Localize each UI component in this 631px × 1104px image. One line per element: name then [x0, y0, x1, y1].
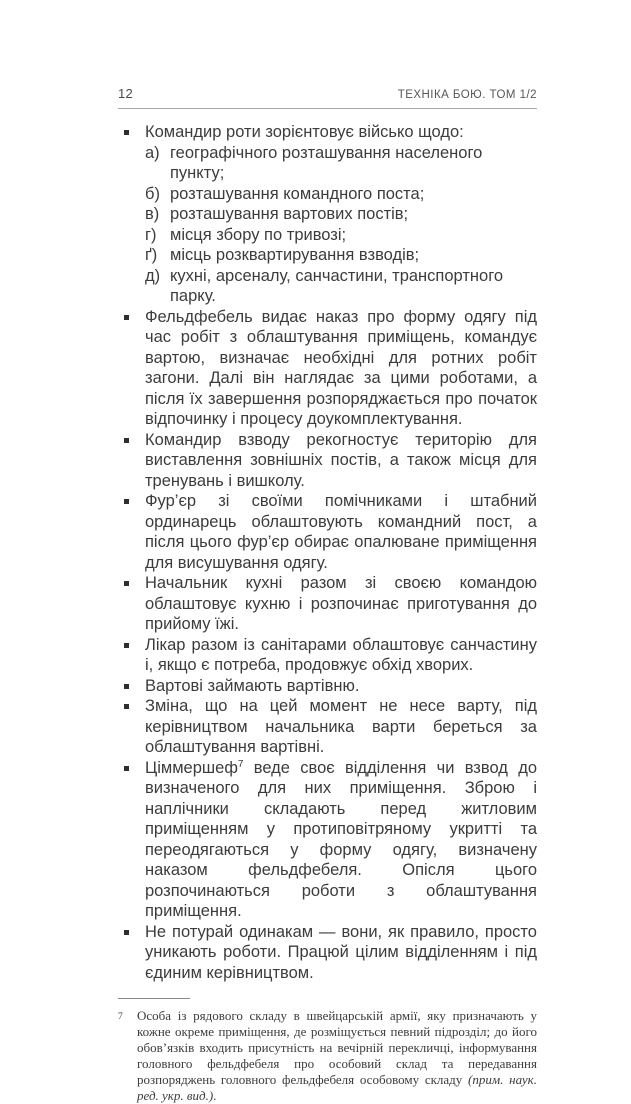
bullet-square-icon: [124, 499, 129, 504]
sub-item-label: б): [145, 184, 160, 203]
bullet-square-icon: [124, 643, 129, 648]
sub-item-text: кухні, арсеналу, санчастини, транспортного парку.: [170, 266, 504, 305]
bullet-item: [118, 491, 537, 573]
sub-item: [145, 266, 537, 307]
sub-item-label: а): [145, 143, 160, 162]
bullet-text: Зміна, що на цей момент не несе варту, під керівництвом начальника варти береться за облаштування вартівні.: [145, 697, 537, 756]
bullet-square-icon: [124, 766, 129, 771]
bullet-item: [118, 676, 537, 697]
sub-item: [145, 225, 537, 246]
bullet-text: Лікар разом із санітарами облаштовує санчастину і, якщо є потреба, продовжує обхід хворих.: [145, 635, 537, 674]
bullet-item: [118, 122, 537, 307]
bullet-square-icon: [124, 438, 129, 443]
bullet-item: [118, 758, 537, 922]
bullet-square-icon: [124, 581, 129, 586]
bullet-text: Не потурай одинакам — вони, як правило, просто уникають роботи. Працюй цілим відділенням і під єдиним керівництвом.: [145, 922, 537, 982]
footnote-block: [118, 998, 537, 1104]
sub-item-text: місця збору по тривозі;: [170, 225, 347, 244]
bullet-text: Фур’єр зі своїми помічниками і штабний ординарець облаштовують командний пост, а після цього фур’єр обирає опалюване приміщення для висушування одягу.: [145, 492, 537, 572]
running-title: ТЕХНІКА БОЮ. ТОМ 1/2: [397, 89, 537, 101]
bullet-item: [118, 307, 537, 430]
sub-item-text: географічного розташування населеного пункту;: [170, 143, 483, 182]
footnote-rule: [118, 998, 190, 999]
bullet-square-icon: [124, 704, 129, 709]
bullet-item: [118, 635, 537, 676]
bullet-text: Вартові займають вартівню.: [145, 676, 360, 695]
footnote-tail: .: [213, 1088, 217, 1103]
bullet-square-icon: [124, 684, 129, 689]
sub-item: [145, 143, 537, 184]
page-content: [118, 86, 537, 1104]
footnote-body: Особа із рядового складу в швейцарській армії, яку призначають у кожне окреме приміщення, де розміщується певний підрозділ; до його обов’язків входить присутність на вечірній перекличці, інформування головного фельдфебеля про особовий склад та передавання розпоряджень головного фельдфебеля особовому складу: [137, 1008, 537, 1087]
sub-item-label: г): [145, 225, 157, 244]
sub-item-text: місць розквартирування взводів;: [170, 246, 420, 264]
sub-item-label: в): [145, 205, 160, 223]
bullet-text: Начальник кухні разом зі своєю командою облаштовує кухню і розпочинає приготування до прийому їжі.: [145, 574, 537, 633]
page-header: [118, 86, 537, 109]
sub-item-label: ґ): [145, 246, 158, 264]
sub-item: [145, 245, 537, 266]
bullet-square-icon: [124, 130, 129, 135]
bullet-text: Командир взводу рекогностує територію для виставлення зовнішніх постів, а також місця для тренувань і вишколу.: [145, 430, 537, 490]
sublist: [145, 143, 537, 307]
bullet-list: [118, 122, 537, 983]
bullet-text-post: веде своє відділення чи взвод до визначеного для них приміщення. Зброю і наплічники складають перед житловим приміщенням у протиповітряному укритті та переодягаються у форму одягу, визначену наказом фельдфебеля. Опісля цього розпочинаються роботи з облаштування приміщення.: [145, 758, 537, 920]
bullet-text: Фельдфебель видає наказ про форму одягу під час робіт з облаштування приміщень, командує вартою, визначає необхідні для ротних робіт загони. Далі він наглядає за цими роботами, а після їх завершення розпоряджається про початок відпочинку і процесу доукомплектування.: [145, 307, 537, 428]
bullet-square-icon: [124, 930, 129, 935]
sub-item-text: розташування вартових постів;: [170, 205, 409, 223]
sub-item-text: розташування командного поста;: [170, 184, 425, 203]
footnote-reference: 7: [237, 758, 244, 770]
bullet-item: [118, 573, 537, 635]
sub-item: [145, 204, 537, 225]
footnote-marker: 7: [118, 1012, 123, 1022]
footnote: [118, 1008, 537, 1104]
footnote-editor-note: (прим. наук. ред. укр. вид.): [137, 1072, 537, 1103]
footnote-text: [137, 1008, 537, 1104]
bullet-text-pre: Ціммершеф: [145, 758, 238, 777]
sub-item: [145, 184, 537, 205]
page-number: 12: [118, 86, 133, 101]
bullet-square-icon: [124, 315, 129, 320]
sub-item-label: д): [145, 266, 161, 285]
bullet-item: [118, 922, 537, 984]
bullet-item: [118, 430, 537, 492]
bullet-item: [118, 696, 537, 758]
bullet-text: Командир роти зорієнтовує військо щодо:: [145, 123, 464, 141]
